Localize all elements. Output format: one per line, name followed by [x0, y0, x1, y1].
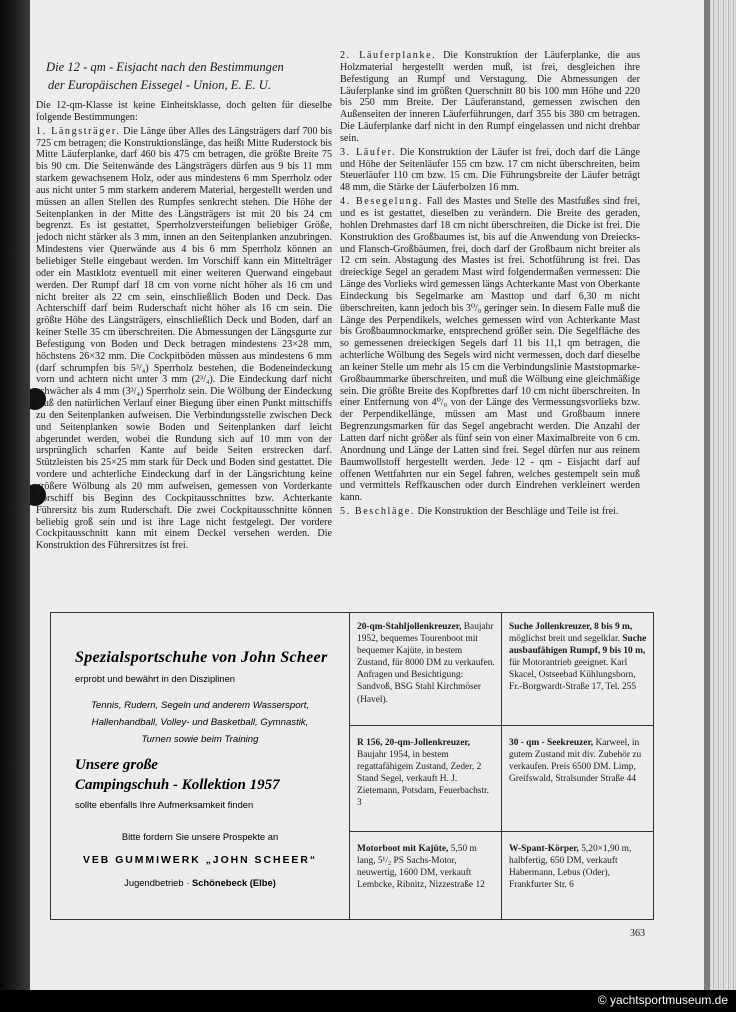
advert-john-scheer — [51, 613, 349, 919]
section-title: 2. Läuferplanke. — [340, 50, 437, 61]
article-left-column — [36, 100, 332, 608]
classified-headline: R 156, 20-qm-Jollenkreuzer, — [357, 738, 471, 748]
classified-headline: W-Spant-Körper, — [509, 844, 579, 854]
classified-ad — [509, 737, 647, 785]
advertisement-box — [50, 612, 654, 920]
ad-divider-vertical — [349, 613, 350, 919]
document-page — [30, 0, 704, 990]
advert-collection — [75, 755, 280, 795]
section-besegelung — [340, 196, 640, 504]
section-title: 1. Längsträger. — [36, 125, 121, 137]
book-page-edges — [704, 0, 736, 990]
classified-ad — [509, 843, 647, 891]
article-headline — [46, 58, 336, 94]
disciplines-line: Turnen sowie beim Training — [141, 734, 259, 745]
advert-prospekte: Bitte fordern Sie unsere Prospekte an — [121, 831, 279, 842]
advert-subtitle: erprobt und bewährt in den Disziplinen — [75, 673, 235, 684]
classified-ad — [357, 843, 495, 891]
section-text: Die Konstruktion der Läuferplanke, die aus Holzmaterial hergestellt werden muß, ist frei, desgleichen ihre Befestigung an Rumpf und Verstagung. Die Abmessungen der Läuferplanke sind im größten Querschnitt 80 bis 100 mm Höhe und 220 bis 250 mm Breite. Der Läuferanstand, gemessen zwischen den Außenseiten der inneren Läuferführungen, darf 355 bis 380 cm betragen. Die Läuferplanke darf nicht in den Rumpf eingelassen und nicht drehbar sein. — [340, 50, 640, 144]
section-laengstraeger — [36, 126, 332, 552]
section-title: 3. Läufer. — [340, 146, 397, 158]
classified-text: 5,20×1,90 m, halbfertig, 650 DM, verkauft Habermann, Lebus (Oder), Frankfurter Str. 6 — [509, 844, 632, 891]
classified-text: Baujahr 1954, in bestem regattafähigem Zustand, Zeder, 2 Stand Segel, verkauft H. J. Zietemann, Potsdam, Feuerbachstr. 3 — [357, 750, 489, 809]
collection-line: Campingschuh - Kollektion 1957 — [75, 777, 280, 793]
section-laeufer — [340, 147, 640, 194]
classified-text: für Motorantrieb geeignet. Karl Skacel, Ostseebad Kühlungsborn, Fr.-Borgwardt-Straße 17, Tel. 255 — [509, 658, 637, 693]
section-text: Die Konstruktion der Beschläge und Teile ist frei. — [417, 506, 619, 518]
classified-headline: Motorboot mit Kajüte, — [357, 844, 449, 854]
location-city: Schönebeck (Elbe) — [191, 877, 276, 888]
advert-location — [51, 877, 349, 888]
article-right-column — [340, 50, 640, 610]
headline-line-2: der Europäischen Eissegel - Union, E. E. U. — [48, 78, 272, 92]
classified-headline: Suche Jollenkreuzer, 8 bis 9 m, — [509, 622, 633, 632]
headline-line-1: Die 12 - qm - Eisjacht nach den Bestimmungen — [46, 60, 284, 74]
classified-ad — [357, 737, 495, 810]
ad-divider-horizontal — [349, 725, 653, 726]
classified-text: Karweel, in gutem Zustand mit div. Zubehör zu verkaufen. Preis 6500 DM. Limp, Greifswald, Stralsunder Straße 44 — [509, 738, 642, 785]
ad-divider-horizontal — [349, 831, 653, 832]
classified-headline-secondary: Suche ausbaufähigen Rumpf, 9 bis 10 m, — [509, 634, 647, 657]
classified-text: 5,50 m lang, 5¹/₂ PS Sachs-Motor, neuwertig, 1600 DM, verkauft Lembcke, Ribnitz, Nizzestraße 12 — [357, 844, 485, 891]
advert-disciplines — [51, 697, 349, 748]
watermark-footer — [0, 990, 736, 1012]
advert-company: VEB GUMMIWERK „JOHN SCHEER“ — [82, 855, 318, 866]
article-intro: Die 12-qm-Klasse ist keine Einheitsklasse, doch gelten für dieselbe folgende Bestimmungen: — [36, 100, 332, 123]
advert-attention: sollte ebenfalls Ihre Aufmerksamkeit finden — [75, 799, 254, 810]
advert-title: Spezialsportschuhe von John Scheer — [75, 649, 328, 666]
classified-ad — [357, 621, 495, 706]
classified-text: Baujahr 1952, bequemes Tourenboot mit bequemer Kajüte, in bestem Zustand, für 8000 DM zu verkaufen. Anfragen und Besichtigung: Sandvoß, BSG Stahl Kirchmöser (Havel). — [357, 622, 495, 705]
page-number: 363 — [630, 928, 645, 939]
section-beschlaege — [340, 506, 640, 518]
collection-line: Unsere große — [75, 757, 158, 773]
section-title: 4. Besegelung. — [340, 196, 424, 208]
section-laeuferplanke — [340, 50, 640, 145]
disciplines-line: Tennis, Rudern, Segeln und anderem Wassersport, — [90, 700, 310, 711]
section-text: Die Konstruktion der Läufer ist frei, doch darf die Länge und Höhe der Seitenläufer 155 cm bzw. 17 cm nicht überschreiten, beim Steuerläufer 110 cm bzw. 15 cm. Die Führungsbreite der Läufer beträgt 48 mm, die Stärke der Läuferbolzen 16 mm. — [340, 146, 640, 194]
section-text: Die Länge über Alles des Längsträgers darf 700 bis 725 cm betragen; die Konstruktionslänge, das heißt Mitte Ruderstock bis Mitte Läuferplanke, darf 460 bis 475 cm betragen, die größte Breite 75 bis 90 cm. Die Seitenwände des Längsträgers dürfen aus 9 bis 11 mm starkem gewachsenem Holz, oder aus mindestens 6 mm Sperrholz oder aus nicht unter 5 mm starkem anderem Material, hergestellt werden und müssen an allen Stellen des Rumpfes senkrecht stehen. Die Höhe der Seitenplanken in der Mitte des Längsträgers ist mit 20 bis 24 cm begrenzt. Es ist gestattet, Sperrholzversteifungen beliebiger Größe, jedoch nicht stärker als 3 mm, innen an den Seitenplanken anzubringen. Mindestens vier Querwände aus 4 bis 6 mm Sperrholz können an beliebiger Stelle eingebaut werden. Im Vorschiff kann ein Mittelträger oder ein Mastklotz eventuell mit einer weiteren Querwand eingebaut werden. Der Rumpf darf 18 cm von vorne nicht höher als 16 cm und nicht breiter als 22 cm sein, einschließlich Boden und Deck. Das Achterschiff darf beim Ruderschaft nicht höher als 16 cm sein. Die größte Höhe des Längsträgers, einschließlich Deck und Boden, darf an keiner Stelle 35 cm überschreiten. Die Abmessungen der Längsgurte zur Befestigung von Boden und Deck betragen mindestens 23×28 mm, höchstens 26×32 mm. Die Cockpitböden müssen aus mindestens 6 mm (darf schrumpfen bis 5³/₄) Sperrholz bestehen, die Bodeneindeckung vorn und achtern nicht unter 3 mm (2³/₄). Die Eindeckung darf nicht schwächer als 4 mm (3³/₄) Sperrholz sein. Die Wölbung der Eindeckung muß den natürlichen Verlauf einer Biegung über einen Punkt mittschiffs zu den Seitenplanken aufweisen. Die Verbindungsstelle zwischen Deck und Seitenplanken sowie Boden und Seitenplanken darf leicht abgerundet werden, wobei die Rundung sich auf 10 mm von der ursprünglich scharfen Kante auf beide Seiten erstrecken darf. Stützleisten bis 25×25 mm stark für Deck und Boden sind gestattet. Die vordere und achterliche Eindeckung darf in der Längsrichtung keine größere Wölbung als 20 mm aufweisen, gemessen von Vorderkante Vorschiff bis Beginn des Cockpitausschnittes bzw. Achterkante Führersitz bis zum Ruderschaft. Die zwei Cockpitausschnitte können beliebig groß sein und ist ihre Lage nicht festgelegt. Der vordere Cockpitausschnitt kann mit einem Deckel versehen werden. Die Konstruktion des Führersitzes ist frei. — [36, 125, 332, 552]
section-text: Fall des Mastes und Stelle des Mastfußes sind frei, und es ist gestattet, dieselben zu verändern. Die Breite des geraden, hohlen Drehmastes darf 18 cm nicht überschreiten, die Dicke ist frei. Die Konstruktion des Großbaumes ist, bis auf die Anwendung von Dreiecks- und Flansch-Großbäumen, frei, doch darf der Großbaum nicht breiter als 12 cm sein. Abstagung des Mastes ist frei. Schotführung ist frei. Das dreieckige Segel an geradem Mast wird folgendermaßen vermessen: Die Länge des Vorlieks wird gemessen längs Achterkante Mast von Oberkante Eindeckung bis Segelmarke am Masttop und darf 6,30 m nicht überschreiten, kann jedoch bis 3⁰/₀ geringer sein. In diesem Falle muß die Länge des Perpendikels, welches gemessen wird von Achterkante Mast bis Großbaumnockmarke, entsprechend größer sein. Die Segelfläche des so gemessenen dreieckigen Segels darf 11 bis 11,1 qm betragen, die achterliche Wölbung des Segels wird nicht vermessen, doch darf dieselbe an keiner Stelle um mehr als 15 cm die Verbindungslinie Maststopmarke-Großbaummarke überschreiten, und muß die Wölbung eine gleichmäßige sein. Die größte Breite des Kopfbrettes darf 10 cm nicht überschreiten. In einer Entfernung von 4⁰/₀ von der Länge des Vermessungsvorlieks bzw. der Perpendikellänge, müssen am Mast und Großbaum innere Begrenzungsmarken für das Segel angebracht werden. Die Anzahl der Latten darf nicht größer als fünf sein von einer Maximalbreite von 6 cm. Anordnung und Länge der Latten sind frei. Segel dürfen nur aus reinem Baumwollstoff hergestellt werden. Jede 12 - qm - Eisjacht darf auf offenen Wettfahrten nur ein Segel fahren, welches gestempelt sein muß und vermittels Reffkauschen oder durch Eindrehen verkleinert werden kann. — [340, 196, 640, 504]
section-title: 5. Beschläge. — [340, 506, 415, 518]
ad-divider-vertical — [501, 613, 502, 919]
classified-headline: 20-qm-Stahljollenkreuzer, — [357, 622, 462, 632]
classified-headline: 30 - qm - Seekreuzer, — [509, 738, 594, 748]
location-prefix: Jugendbetrieb · — [124, 877, 190, 888]
book-binding-left — [0, 0, 30, 990]
copyright-notice: © yachtsportmuseum.de — [597, 993, 728, 1007]
disciplines-line: Hallenhandball, Volley- und Basketball, Gymnastik, — [91, 717, 309, 728]
classified-text: möglichst breit und segelklar. — [509, 634, 620, 645]
classified-ad — [509, 621, 647, 694]
